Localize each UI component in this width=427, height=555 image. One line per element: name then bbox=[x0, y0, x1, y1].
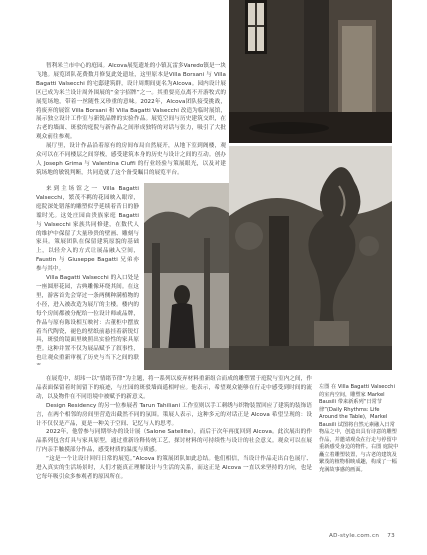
photo-courtyard-sculpture bbox=[229, 146, 392, 370]
paragraph: “这是一个让设计回归日常的展览。”Alcova 的策展团队如此总结。他们相信，当设计作品走出白色展厅、进入真实的生活场景时，人们才能真正理解设计与生活的关系，而这正是 Alcova 一直以来坚持的方向，也是它每年吸引众多参观者的原因所在。 bbox=[36, 456, 312, 480]
paragraph: 2022年，他曾参与同期举办的设计展（Salone Satellite），而后于次年再度回到 Alcova。此次展出的作品系列包含灯具与家具原型，通过重新诠释传统工艺，探讨材料的可持续性与设计的社会意义。观众可以在展厅内亲手触摸部分作品，感受材质的温度与质感。 bbox=[36, 429, 312, 454]
article-column-bottom bbox=[36, 375, 312, 523]
paragraph: Villa Bagatti Valsecchi 的入口处是一座圆形花园，古典雕像环绕其间。在这里，游客首先会穿过一条两侧种满植物的小径，进入被改造为展厅的主楼。楼内的每个房间都被分配给一位设计师或品牌，作品与原有陈设相互映衬：古董柜中摆放着当代陶瓷，褪色的壁纸前悬挂着新锐灯具，斑驳的镜面里映照出实验性的家具原型。这种并置不仅为展品赋予了叙事性，也让观众重新审视了历史与当下之间的联 bbox=[36, 275, 139, 362]
paragraph: 智利米兰市中心的庭园。Alcova展览遗址的小镇瓦雷多Varedo镇是一块飞地。展览团队花费数月修复此处遗址，这里原本是Villa Borsani 与 Villa Bagatti Valsecchi 的宅邸建筑群，设计周期间更名为Alcova。园内设计展区已成为米兰设计周外围展的“金字招牌”之一。其重要亮点离不开游牧式的展览场地，带着一丝随性又珍重的意味。2022年，Alcova团队接受挑战，将废弃的展馆 Villa Borsani 和 Villa Bagatti Valsecchi 改造为临时展馆，展示独立设计工作室与新锐品牌的实验作品。展览空间与历史建筑交织，在古老的墙面、斑驳的庭院与新作品之间形成独特的对话与张力，吸引了大批观众前往参观。 bbox=[36, 63, 226, 141]
caption-text: 左图 在 Villa Bagatti Valsecchi 的室内空间，雕塑家 Markel Bausili 带来新系列“日常节律”(Daily Rhythms: Life Around the Table)，Markel Bausili 试图将自然元素融入日常物品之中，创造出具有诗意的雕塑作品，并邀请观众在行走与停留中重新感受身边的物件。右图 庭院中矗立着雕塑装置，与古老的建筑及繁茂的植物相映成趣，构成了一幅充满故事感的画面。 bbox=[319, 384, 399, 473]
page-number: 73 bbox=[387, 533, 395, 539]
photo-caption bbox=[319, 384, 399, 474]
paragraph: Design Residency 的另一位参展者 Tarun Tahiliani 工作室则以手工刺绣与织物装置回应了建筑的装饰语言，在两个相邻的房间里营造出截然不同的氛围。策展人表示，这种多元的对话正是 Alcova 希望呈现的：设计不仅仅是产品，更是一种关于空间、记忆与人的思考。 bbox=[36, 402, 312, 427]
paragraph: 在展览中，胡玮一以“情绪节律”为主题，将一系列以废弃材料重新组合而成的雕塑置于庭院与室内之间，作品表面保留着时间留下的痕迹，与庄园的斑驳墙面遥相呼应。他表示，希望观众能够在行走中感受到时间的流动，以及物件在不同语境中被赋予的新意义。 bbox=[36, 376, 312, 400]
photo-garden-person bbox=[144, 183, 229, 370]
paragraph: 展厅里，设计作品沿着原有的房间布局自然展开，从地下室到阁楼，观众可以在不同楼层之间穿梭，感受建筑本身的历史与设计之间的互动。创办人 Joseph Grima 与 Valentina Ciuffi 的行业经验与策展眼光，以及对建筑场地的敏锐判断，共同造就了这个备受瞩目的展览平台。 bbox=[36, 143, 226, 176]
footer-site: AD-style.com.cn bbox=[329, 533, 380, 539]
photo-interior-window bbox=[229, 0, 392, 143]
article-column-middle bbox=[36, 185, 139, 365]
paragraph: 来到主场馆之一 Villa Bagatti Valsecchi，繁茂不羁的花园映入眼帘，庭院深处错落的雕塑似乎延续着昔日的静谧时光。这处庄园由贵族家庭 Bagatti 与 Valsecchi 家族共同修建，在数代人的维护中保留了大量珍贵的壁画、雕刻与家具。策展团队在保留建筑原貌的基础上，以轻介入的方式让展品融入空间，Faustin 与 Giuseppe Bagatti 兄弟亦参与其中。 bbox=[36, 186, 139, 273]
article-column-top bbox=[36, 62, 226, 182]
page-footer bbox=[323, 533, 395, 539]
